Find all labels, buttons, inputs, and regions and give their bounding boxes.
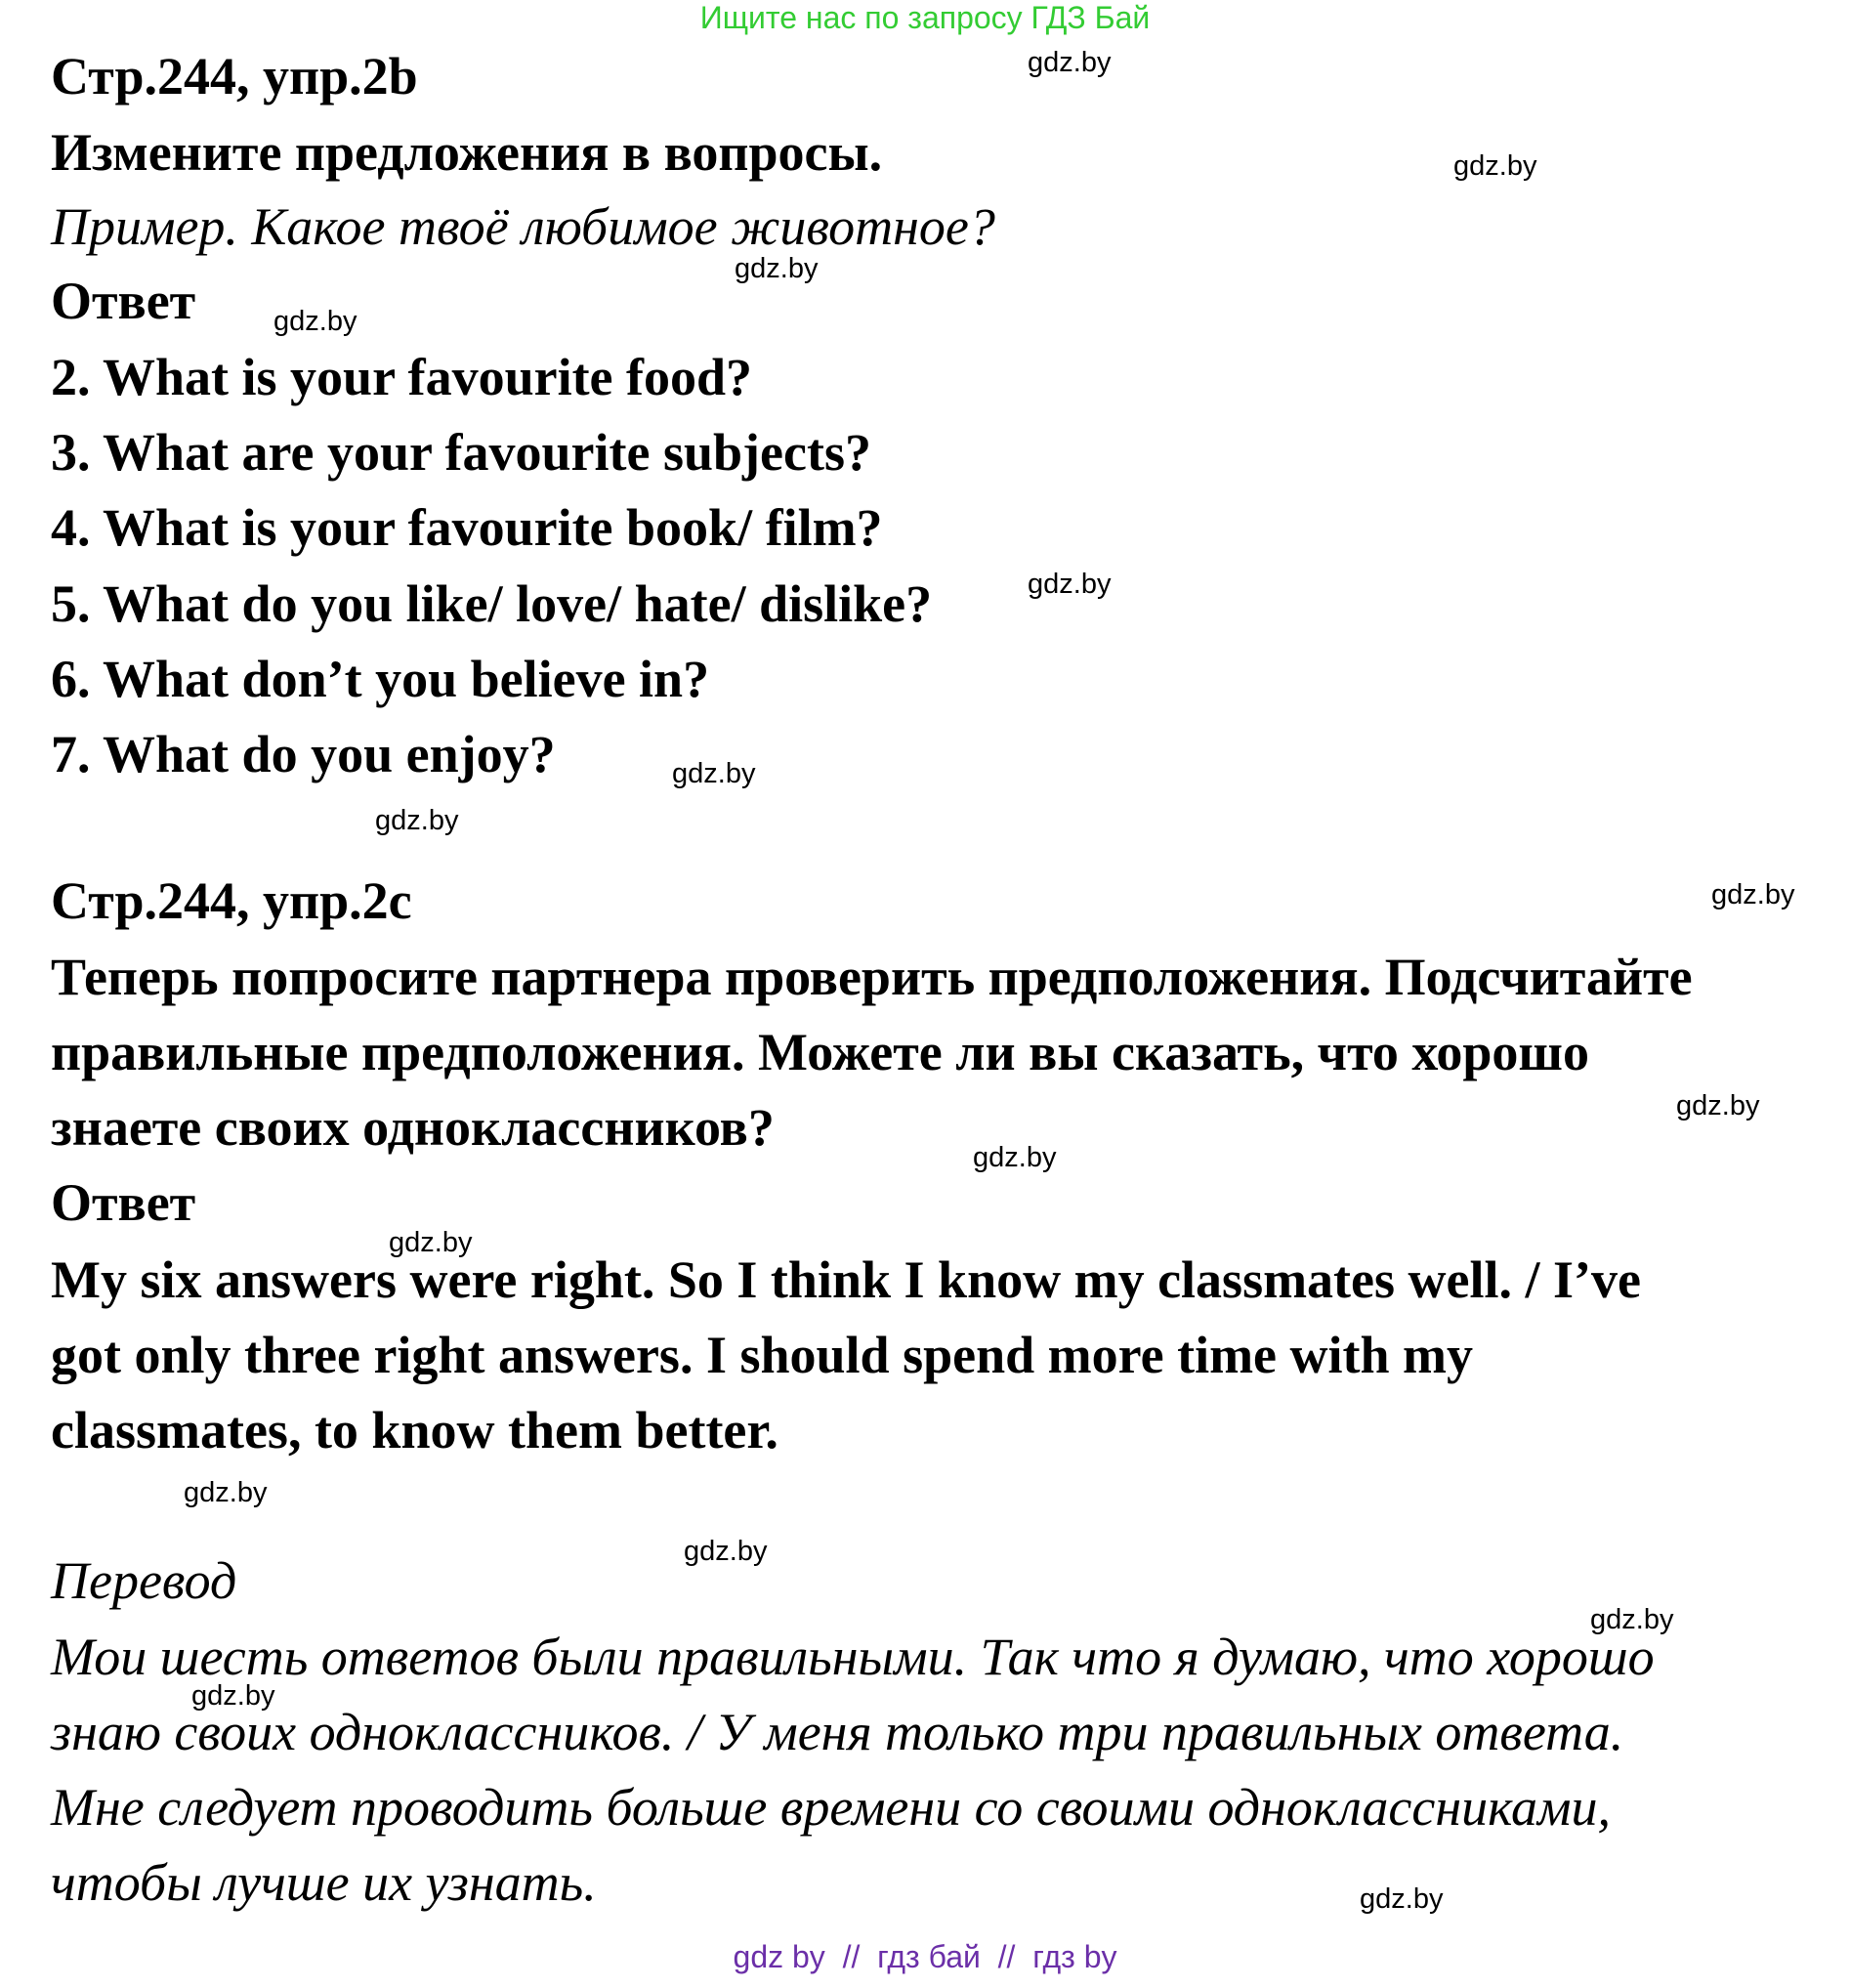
section1-answer-label: Ответ — [51, 272, 196, 330]
answer-line: 7. What do you enjoy? — [51, 725, 556, 783]
answer-line: 4. What is your favourite book/ film? — [51, 498, 883, 557]
watermark: gdz.by — [191, 1680, 275, 1712]
watermark: gdz.by — [1360, 1883, 1444, 1915]
watermark: gdz.by — [184, 1477, 268, 1508]
watermark: gdz.by — [1028, 47, 1112, 78]
translation-line: знаю своих одноклассников. / У меня только три правильных ответа. — [51, 1703, 1624, 1761]
answer-line: 6. What don’t you believe in? — [51, 650, 710, 708]
section2-task-line: знаете своих одноклассников? — [51, 1098, 775, 1157]
watermark: gdz.by — [735, 253, 819, 284]
watermark: gdz.by — [1453, 150, 1537, 182]
section1-task: Измените предложения в вопросы. — [51, 123, 883, 182]
section2-title: Стр.244, упр.2c — [51, 871, 412, 930]
section1-title: Стр.244, упр.2b — [51, 47, 418, 106]
watermark: gdz.by — [389, 1227, 473, 1258]
section2-answer-label: Ответ — [51, 1173, 196, 1232]
section2-answer-line: My six answers were right. So I think I know my classmates well. / I’ve — [51, 1250, 1641, 1309]
watermark: gdz.by — [273, 306, 357, 337]
translation-label: Перевод — [51, 1551, 237, 1610]
answer-line: 3. What are your favourite subjects? — [51, 423, 871, 482]
section2-task-line: правильные предположения. Можете ли вы сказать, что хорошо — [51, 1023, 1589, 1081]
watermark: gdz.by — [375, 805, 459, 836]
top-banner: Ищите нас по запросу ГДЗ Бай — [699, 0, 1151, 35]
watermark: gdz.by — [1590, 1604, 1674, 1635]
translation-line: чтобы лучше их узнать. — [51, 1853, 597, 1912]
section2-task-line: Теперь попросите партнера проверить предположения. Подсчитайте — [51, 948, 1693, 1006]
section1-example: Пример. Какое твоё любимое животное? — [51, 197, 995, 256]
section2-answer-line: classmates, to know them better. — [51, 1401, 778, 1459]
watermark: gdz.by — [672, 758, 756, 789]
watermark: gdz.by — [1028, 569, 1112, 600]
watermark: gdz.by — [1676, 1090, 1760, 1121]
translation-line: Мои шесть ответов были правильными. Так что я думаю, что хорошо — [51, 1628, 1655, 1686]
watermark: gdz.by — [973, 1142, 1057, 1173]
section2-answer-line: got only three right answers. I should spend more time with my — [51, 1326, 1474, 1384]
watermark: gdz.by — [1711, 879, 1795, 910]
answer-line: 5. What do you like/ love/ hate/ dislike? — [51, 574, 933, 633]
translation-line: Мне следует проводить больше времени со своими одноклассниками, — [51, 1778, 1612, 1837]
answer-line: 2. What is your favourite food? — [51, 348, 753, 406]
watermark: gdz.by — [684, 1536, 768, 1567]
bottom-banner: gdz by // гдз бай // гдз by — [733, 1939, 1117, 1974]
